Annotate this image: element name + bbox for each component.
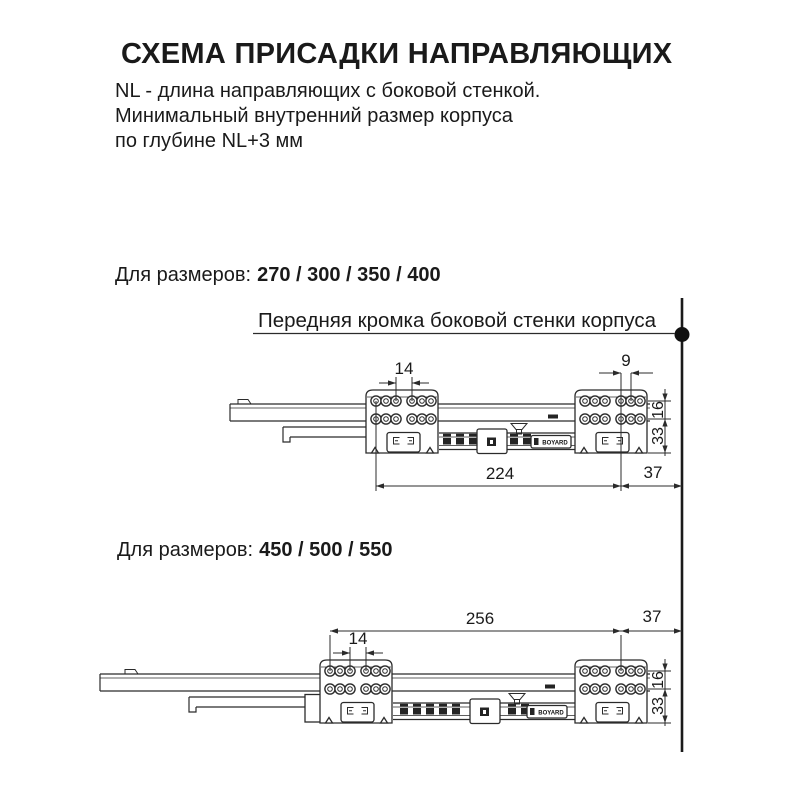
rail-latch-mark (548, 415, 558, 419)
section1-label: Для размеров: 270 / 300 / 350 / 400 (115, 264, 441, 286)
rail-end-block (305, 695, 321, 723)
page-title: СХЕМА ПРИСАДКИ НАПРАВЛЯЮЩИХ (121, 38, 673, 70)
dim-row-gap: 16 (650, 671, 667, 689)
front-bracket (320, 660, 392, 723)
drawing-sizes-450-550 (100, 607, 682, 726)
dim-row-gap-and-depth (648, 389, 671, 456)
section1-sizes: 270 / 300 / 350 / 400 (257, 264, 441, 286)
rail-tab (238, 400, 251, 405)
brand-label: BOYARD (542, 440, 568, 447)
section2-sizes: 450 / 500 / 550 (259, 539, 393, 561)
rail-latch-mark (545, 685, 555, 689)
adjust-lever (511, 424, 527, 430)
brand-plate (527, 706, 567, 719)
svg-text:14: 14 (348, 629, 368, 648)
dim-row-gap: 16 (650, 401, 667, 419)
svg-text:9: 9 (621, 351, 631, 370)
rear-bracket (575, 660, 647, 723)
lower-rail (189, 697, 305, 712)
description-line-1: NL - длина направляющих с боковой стенкой. (115, 80, 541, 102)
description-line-2: Минимальный внутренний размер корпуса (115, 105, 513, 127)
brand-label: BOYARD (538, 710, 564, 717)
brand-plate (531, 436, 571, 449)
slide-mechanism (393, 685, 575, 724)
drawing-sizes-270-400 (230, 351, 682, 491)
dim-edge-offset: 37 (643, 463, 663, 482)
dim-length: 224 (485, 464, 515, 483)
rear-bracket (575, 390, 647, 453)
description-line-3: по глубине NL+3 мм (115, 130, 304, 152)
dim-depth: 33 (650, 427, 667, 445)
dim-edge-offset: 37 (642, 607, 662, 626)
dim-length: 256 (465, 609, 495, 628)
dim-row-gap-and-depth (648, 659, 671, 726)
front-edge-annotation: Передняя кромка боковой стенки корпуса (258, 309, 657, 332)
section2-label: Для размеров: 450 / 500 / 550 (117, 539, 393, 561)
front-bracket (366, 390, 438, 453)
rail-tab (125, 670, 138, 675)
slide-mechanism (439, 415, 575, 454)
adjust-lever (509, 694, 525, 700)
svg-text:14: 14 (394, 359, 414, 378)
front-edge-marker-dot (675, 327, 690, 342)
dim-depth: 33 (650, 697, 667, 715)
lower-rail (283, 427, 366, 442)
